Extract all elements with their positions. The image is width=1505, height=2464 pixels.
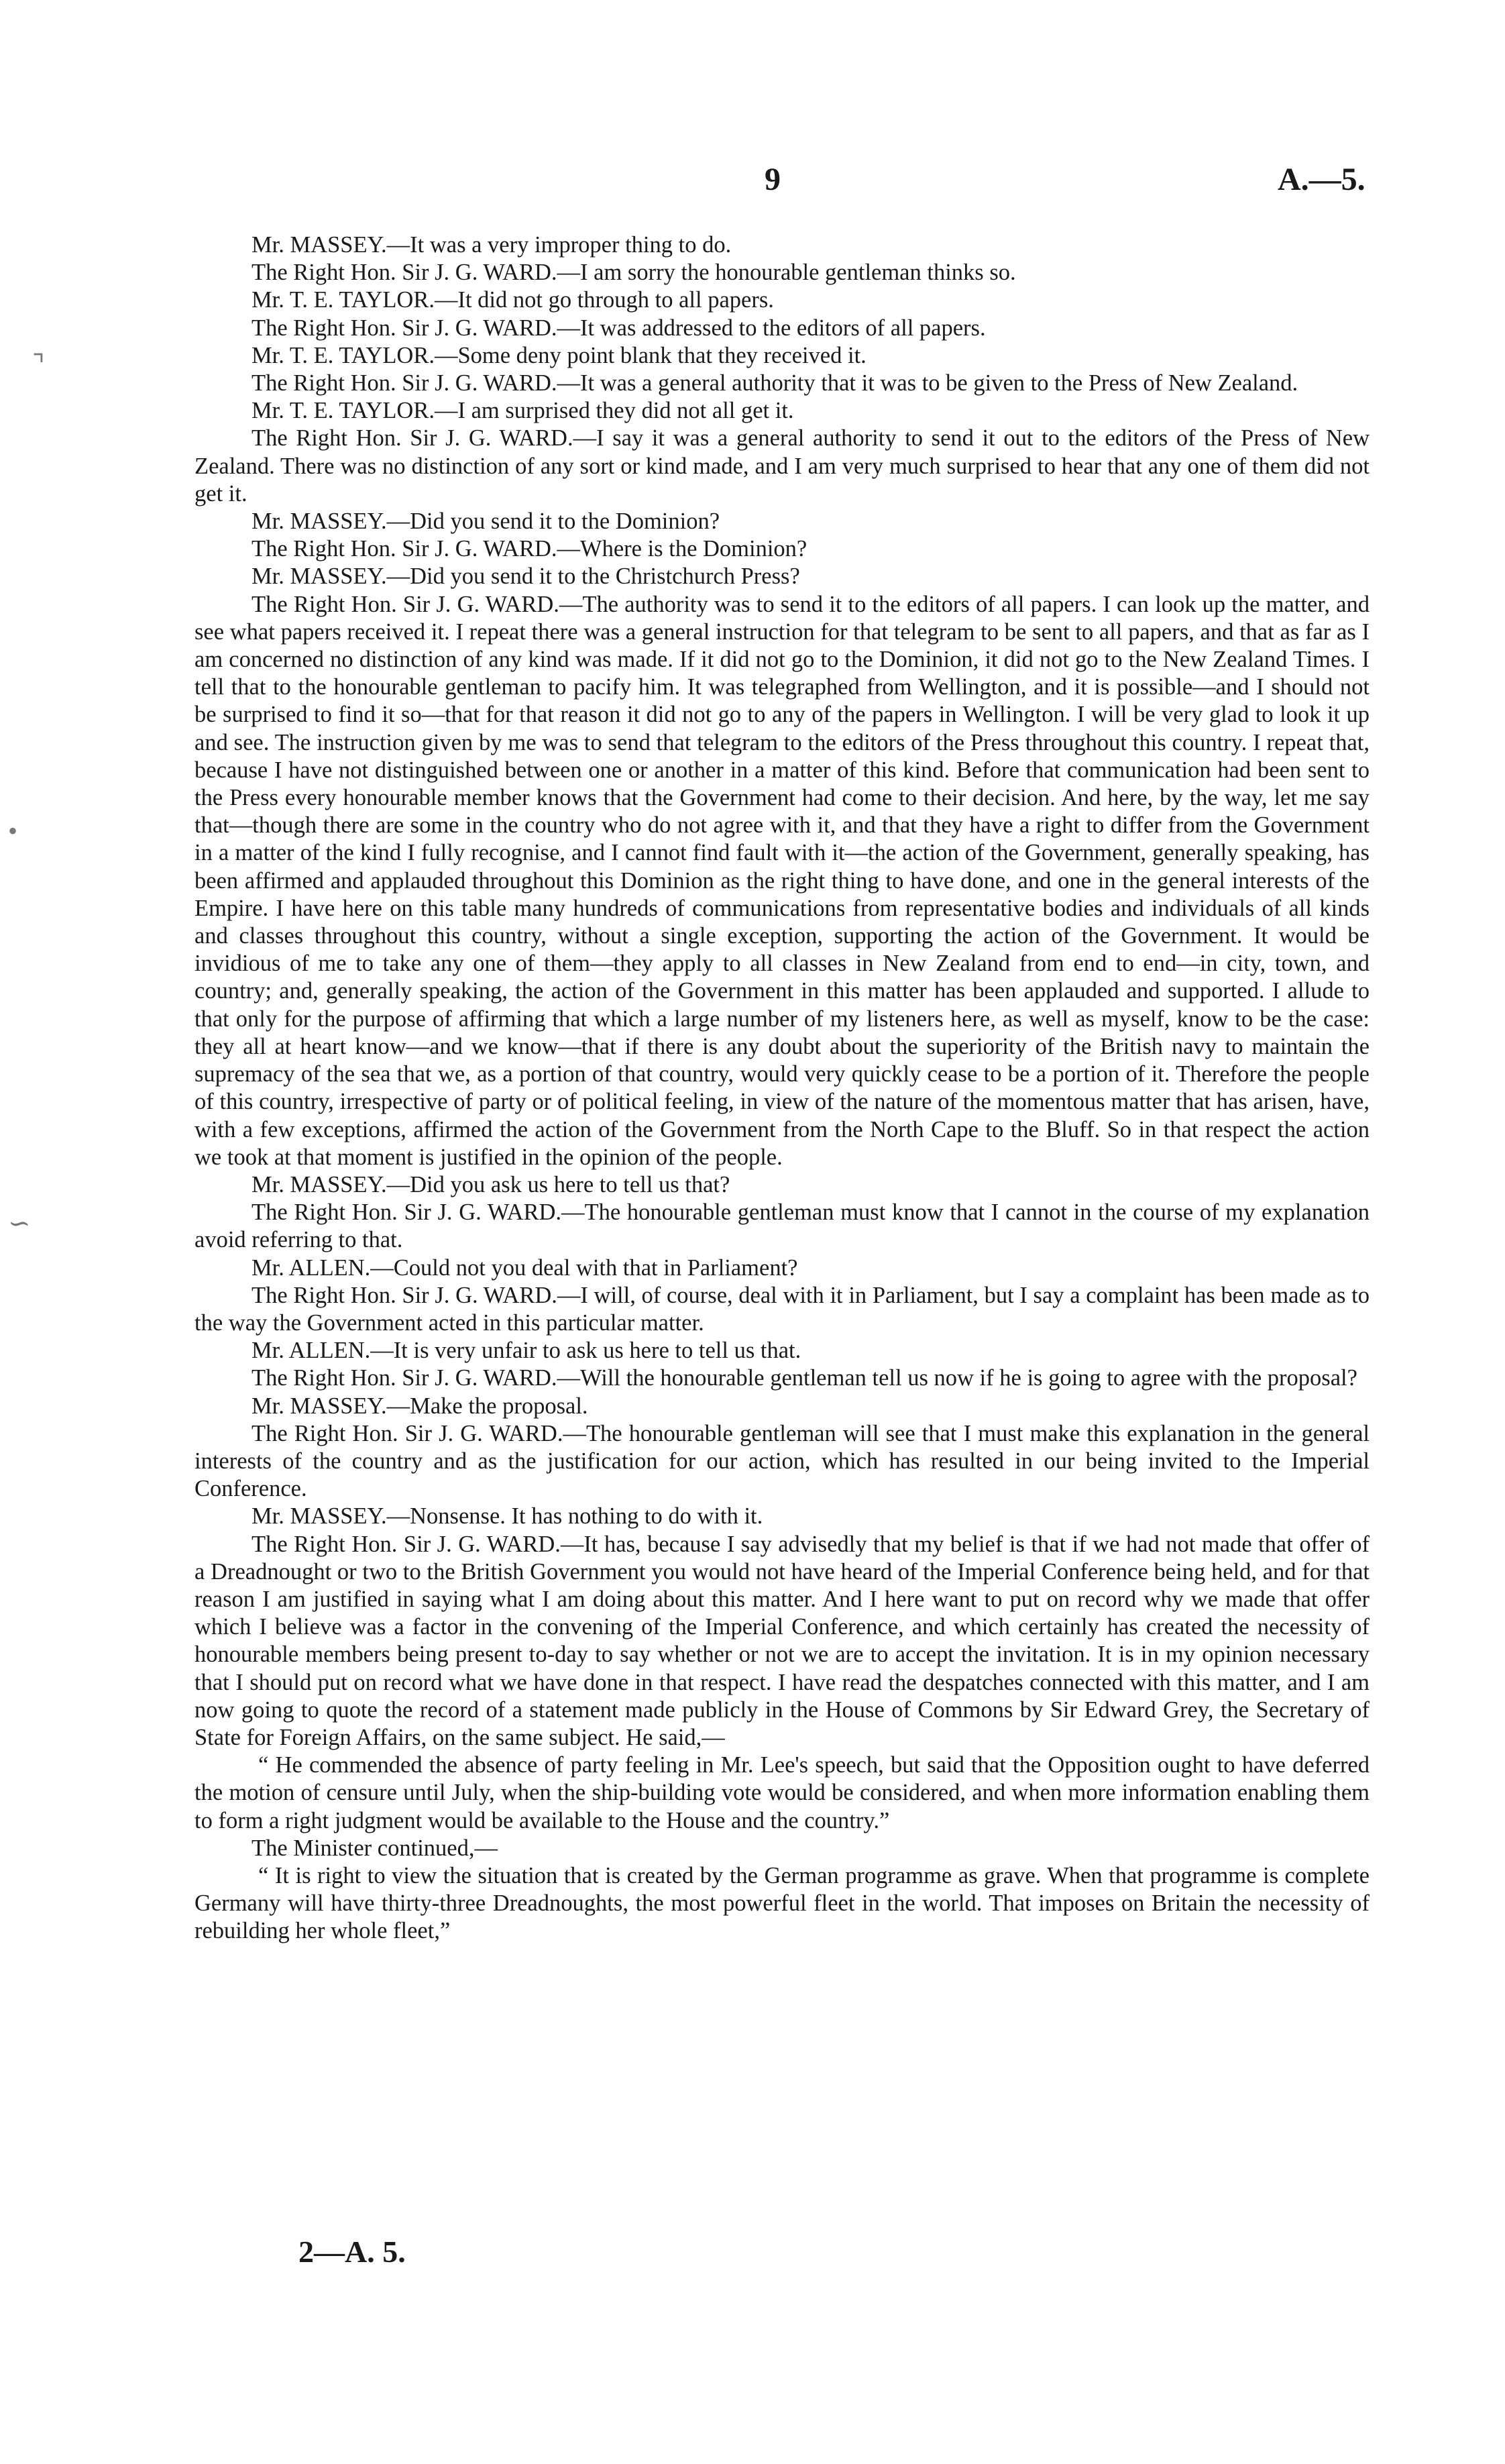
speech-paragraph: The Right Hon. Sir J. G. WARD.—The authority was to send it to the editors of all papers. I can look up the matter, and see what papers received it. I repeat there was a general instruction for that telegram to be sent to all papers, and that as far as I am concerned no distinction of any kind was made. If it did not go to the Dominion, it did not go to the New Zealand Times. I tell that to the honourable gentleman to pacify him. It was telegraphed from Wellington, and it is possible—and I should not be surprised to find it so—that for that reason it did not go to any of the papers in Wellington. I will be very glad to look it up and see. The instruction given by me was to send that telegram to the editors of the Press throughout this country. I repeat that, because I have not distinguished between one or another in a matter of this kind. Before that communication had been sent to the Press every honourable member knows that the Government had come to their decision. And here, by the way, let me say that—though there are some in the country who do not agree with it, and that they have a right to differ from the Government in a matter of the kind I fully recognise, and I cannot find fault with it—the action of the Government, generally speaking, has been affirmed and applauded throughout this Dominion as the right thing to have done, and one in the general interests of the Empire. I have here on this table many hundreds of communications from representative bodies and individuals of all kinds and classes throughout this country, without a single exception, supporting the action of the Government. It would be invidious of me to take any one of them—they apply to all classes in New Zealand from end to end—in city, town, and country; and, generally speaking, the action of the Government in this matter has been applauded and supported. I allude to that only for the purpose of affirming that which a large number of my listeners here, as well as myself, know to be the case: they all at heart know—and we know—that if there is any doubt about the superiority of the British navy to maintain the supremacy of the sea that we, as a portion of that country, would very quickly cease to be a portion of it. Therefore the people of this country, irrespective of party or of political feeling, in view of the nature of the momentous matter that has arisen, have, with a few exceptions, affirmed the action of the Government from the North Cape to the Bluff. So in that respect the action we took at that moment is justified in the opinion of the people.: [194, 591, 1370, 1170]
speech-paragraph: Mr. T. E. TAYLOR.—I am surprised they did not all get it.: [252, 398, 794, 424]
signature-mark: 2—A. 5.: [298, 2235, 406, 2269]
speech-paragraph: The Minister continued,—: [252, 1835, 498, 1861]
speech-paragraph: The Right Hon. Sir J. G. WARD.—The honourable gentleman must know that I cannot in the course of my explanation avoid referring to that.: [194, 1199, 1370, 1253]
speech-paragraph: Mr. MASSEY.—Make the proposal.: [252, 1393, 588, 1419]
speech-paragraph: Mr. MASSEY.—It was a very improper thing to do.: [252, 232, 732, 258]
speech-paragraph: Mr. MASSEY.—Did you ask us here to tell us that?: [252, 1171, 730, 1197]
speech-paragraph: The Right Hon. Sir J. G. WARD.—The honourable gentleman will see that I must make this explanation in the general interests of the country and as the justification for our action, which has resulted in our being invited to the Imperial Conference.: [194, 1420, 1370, 1502]
document-reference: A.—5.: [1278, 162, 1365, 197]
document-body: [194, 231, 1370, 1945]
page-number: 9: [765, 162, 781, 197]
speech-paragraph: Mr. T. E. TAYLOR.—Some deny point blank that they received it.: [252, 342, 867, 368]
speech-paragraph: Mr. MASSEY.—Nonsense. It has nothing to do with it.: [252, 1503, 763, 1530]
margin-mark-icon: •: [8, 816, 18, 846]
speech-paragraph: Mr. ALLEN.—Could not you deal with that in Parliament?: [252, 1254, 798, 1281]
speech-paragraph: Mr. MASSEY.—Did you send it to the Christchurch Press?: [252, 564, 800, 590]
speech-paragraph: The Right Hon. Sir J. G. WARD.—Where is the Dominion?: [252, 536, 807, 562]
speech-paragraph: The Right Hon. Sir J. G. WARD.—It has, because I say advisedly that my belief is that if we had not made that offer of a Dreadnought or two to the British Government you would not have heard of the Imperial Conference being held, and for that reason I am justified in saying what I am doing about this matter. And I here want to put on record why we made that offer which I believe was a factor in the convening of the Imperial Conference, and which certainly has created the necessity of honourable members being present to-day to say whether or not we are to accept the invitation. It is in my opinion necessary that I should put on record what we have done in that respect. I have read the despatches connected with this matter, and I am now going to quote the record of a statement made publicly in the House of Commons by Sir Edward Grey, the Secretary of State for Foreign Affairs, on the same subject. He said,—: [194, 1531, 1370, 1750]
speech-paragraph: The Right Hon. Sir J. G. WARD.—I am sorry the honourable gentleman thinks so.: [252, 260, 1016, 286]
speech-paragraph: The Right Hon. Sir J. G. WARD.—I will, of course, deal with it in Parliament, but I say a complaint has been made as to the way the Government acted in this particular matter.: [194, 1282, 1370, 1336]
speech-paragraph: The Right Hon. Sir J. G. WARD.—It was a general authority that it was to be given to the Press of New Zealand.: [252, 370, 1298, 396]
margin-mark-icon: ∽: [8, 1208, 31, 1238]
quoted-paragraph: “ It is right to view the situation that is created by the German programme as grave. When that programme is complete Germany will have thirty-three Dreadnoughts, the most powerful fleet in the world. That imposes on Britain the necessity of rebuilding her whole fleet,”: [194, 1862, 1370, 1944]
speech-paragraph: The Right Hon. Sir J. G. WARD.—It was addressed to the editors of all papers.: [252, 315, 986, 341]
speech-paragraph: Mr. T. E. TAYLOR.—It did not go through to all papers.: [252, 287, 774, 313]
speech-paragraph: Mr. MASSEY.—Did you send it to the Dominion?: [252, 508, 720, 535]
margin-mark-icon: ⌝: [32, 350, 45, 380]
speech-paragraph: The Right Hon. Sir J. G. WARD.—I say it was a general authority to send it out to the editors of the Press of New Zealand. There was no distinction of any sort or kind made, and I am very much surprised to hear that any one of them did not get it.: [194, 425, 1370, 506]
quoted-paragraph: “ He commended the absence of party feeling in Mr. Lee's speech, but said that the Opposition ought to have deferred the motion of censure until July, when the ship-building vote would be considered, and when more information enabling them to form a right judgment would be available to the House and the country.”: [194, 1752, 1370, 1833]
speech-paragraph: The Right Hon. Sir J. G. WARD.—Will the honourable gentleman tell us now if he is going to agree with the proposal?: [252, 1365, 1357, 1391]
speech-paragraph: Mr. ALLEN.—It is very unfair to ask us here to tell us that.: [252, 1338, 801, 1364]
